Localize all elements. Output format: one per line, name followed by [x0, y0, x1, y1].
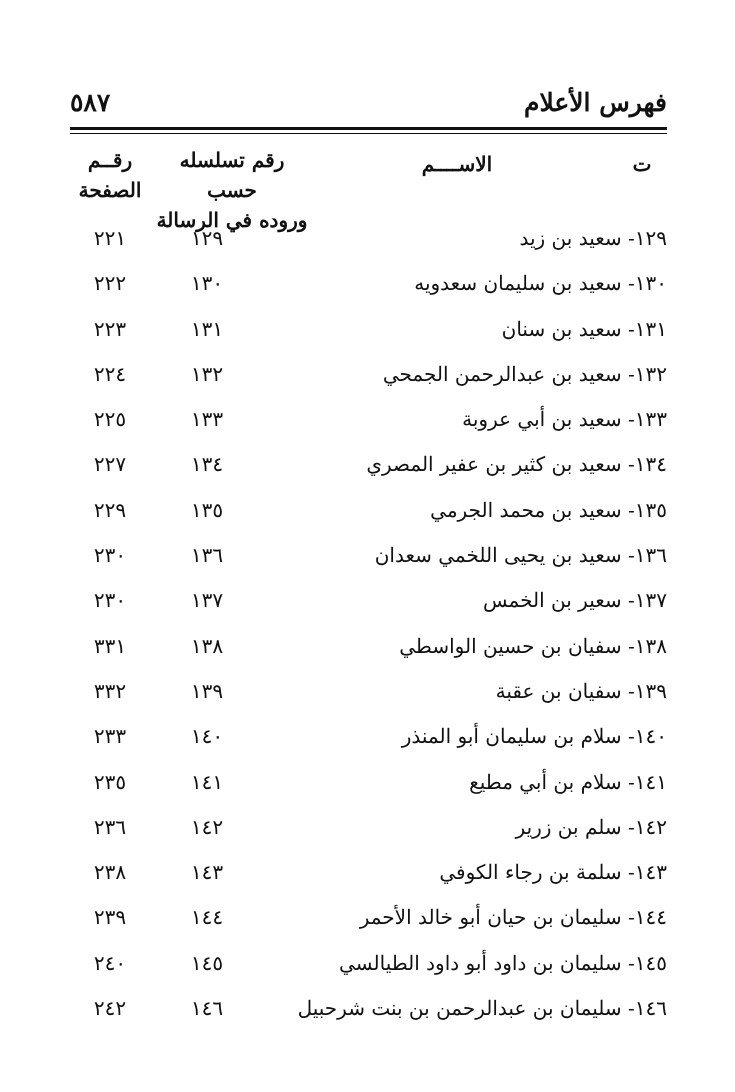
header-rule-thick [70, 127, 667, 130]
table-row [70, 309, 667, 354]
column-header-page-line1: رقــم [87, 148, 133, 172]
page-reference: ٢٢١ [93, 226, 127, 250]
table-row [70, 852, 667, 897]
table-row [70, 943, 667, 988]
sequence-number: ١٢٩ [190, 226, 224, 250]
page-reference: ٢٣٩ [93, 905, 127, 930]
sequence-number: ١٣٤ [190, 452, 224, 477]
sequence-number: ١٤٣ [190, 860, 224, 885]
table-row [70, 444, 667, 489]
entry-name: ١٤٠- سلام بن سليمان أبو المنذر [401, 724, 667, 749]
sequence-number: ١٤٦ [190, 996, 224, 1021]
sequence-number: ١٣٧ [190, 588, 224, 613]
page-reference: ٢٣٥ [93, 769, 127, 794]
table-row [70, 716, 667, 761]
column-header-sequence-line2: وروده في الرسالة [156, 208, 308, 232]
entry-name: ١٤٦- سليمان بن عبدالرحمن بن بنت شرحبيل [297, 996, 667, 1021]
sequence-number: ١٣٨ [190, 633, 224, 658]
page-reference: ٢٢٣ [93, 316, 127, 341]
page-reference: ٣٣١ [93, 633, 127, 658]
sequence-number: ١٣٦ [190, 543, 224, 568]
entry-name: ١٤٤- سليمان بن حيان أبو خالد الأحمر [359, 905, 667, 930]
sequence-number: ١٤١ [190, 769, 224, 794]
page-reference: ٢٢٢ [93, 271, 127, 296]
running-head [70, 84, 667, 124]
table-row [70, 897, 667, 942]
index-table [70, 218, 667, 1033]
entry-name: ١٣٩- سفيان بن عقبة [495, 678, 667, 703]
entry-name: ١٤١- سلام بن أبي مطيع [469, 769, 667, 794]
table-row [70, 671, 667, 716]
entry-name: ١٢٩- سعيد بن زيد [519, 226, 667, 250]
page-reference: ٢٢٤ [93, 361, 127, 386]
page-reference: ٣٣٢ [93, 678, 127, 703]
page-reference: ٢٢٧ [93, 452, 127, 477]
sequence-number: ١٣٠ [190, 271, 224, 296]
table-row [70, 807, 667, 852]
page-title: فهرس الأعلام [523, 88, 667, 117]
table-row [70, 263, 667, 308]
entry-name: ١٣٢- سعيد بن عبدالرحمن الجمحي [382, 361, 667, 386]
table-row [70, 399, 667, 444]
page-reference: ٢٤٢ [93, 996, 127, 1021]
entry-name: ١٤٣- سلمة بن رجاء الكوفي [439, 860, 667, 885]
page-number: ٥٨٧ [70, 88, 111, 117]
page-reference: ٢٣٨ [93, 860, 127, 885]
sequence-number: ١٣٢ [190, 361, 224, 386]
page-reference: ٢٣٦ [93, 814, 127, 839]
column-headers [70, 145, 667, 232]
entry-name: ١٣٠- سعيد بن سليمان سعدويه [414, 271, 667, 296]
sequence-number: ١٣٩ [190, 678, 224, 703]
sequence-number: ١٣١ [190, 316, 224, 341]
column-header-page-line2: الصفحة [78, 178, 142, 202]
entry-name: ١٣٦- سعيد بن يحيى اللخمي سعدان [374, 543, 667, 568]
entry-name: ١٣٣- سعيد بن أبي عروبة [462, 407, 667, 432]
entry-name: ١٣٧- سعير بن الخمس [483, 588, 667, 613]
sequence-number: ١٤٤ [190, 905, 224, 930]
page-reference: ٢٢٥ [93, 407, 127, 432]
table-row [70, 218, 667, 263]
entry-name: ١٣٨- سفيان بن حسين الواسطي [399, 633, 667, 658]
entry-name: ١٤٥- سليمان بن داود أبو داود الطيالسي [339, 950, 667, 975]
column-header-page [70, 145, 150, 205]
page-reference: ٢٢٩ [93, 497, 127, 522]
sequence-number: ١٣٥ [190, 497, 224, 522]
sequence-number: ١٤٠ [190, 724, 224, 749]
table-row [70, 626, 667, 671]
column-header-number: ت [632, 152, 652, 176]
table-row [70, 354, 667, 399]
sequence-number: ١٤٥ [190, 950, 224, 975]
table-row [70, 535, 667, 580]
entry-name: ١٣٤- سعيد بن كثير بن عفير المصري [366, 452, 667, 477]
page-reference: ٢٣٣ [93, 724, 127, 749]
header-rule-thin [70, 133, 667, 134]
table-row [70, 762, 667, 807]
page-reference: ٢٤٠ [93, 950, 127, 975]
sequence-number: ١٣٣ [190, 407, 224, 432]
entry-name: ١٣٥- سعيد بن محمد الجرمي [430, 497, 667, 522]
sequence-number: ١٤٢ [190, 814, 224, 839]
entry-name: ١٣١- سعيد بن سنان [501, 316, 667, 341]
page-reference: ٢٣٠ [93, 588, 127, 613]
table-row [70, 490, 667, 535]
column-header-sequence-line1: رقم تسلسله حسب [179, 148, 285, 202]
page-reference: ٢٣٠ [93, 543, 127, 568]
column-header-name: الاســــم [421, 152, 493, 176]
table-row [70, 988, 667, 1033]
entry-name: ١٤٢- سلم بن زرير [515, 814, 667, 839]
table-row [70, 580, 667, 625]
